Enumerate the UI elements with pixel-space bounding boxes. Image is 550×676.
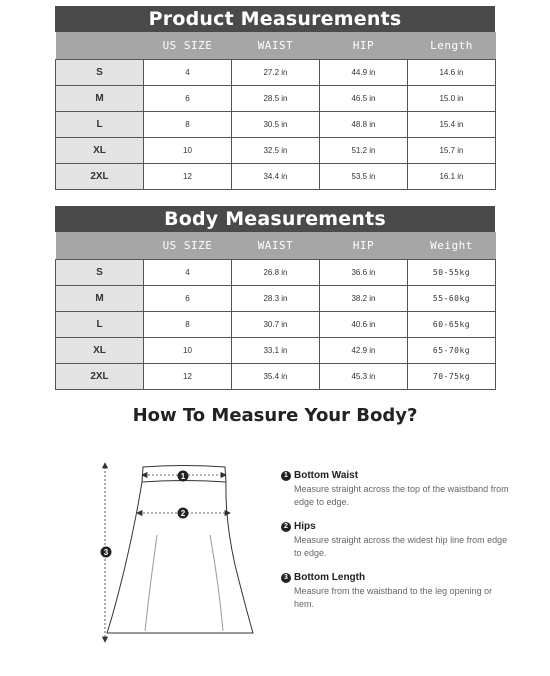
length-cell: 16.1 in: [408, 164, 496, 190]
us-size-cell: 12: [144, 164, 232, 190]
step-number-badge: 2: [281, 522, 291, 532]
us-size-cell: 4: [144, 60, 232, 86]
marker-3: [101, 547, 112, 558]
header-cell: WAIST: [232, 232, 320, 260]
step-title: Hips: [294, 521, 316, 532]
table-row: [56, 260, 496, 286]
size-cell: M: [56, 286, 144, 312]
size-cell: S: [56, 260, 144, 286]
waist-cell: 32.5 in: [232, 138, 320, 164]
legend-item-waist: [281, 470, 511, 509]
product-table-title: Product Measurements: [55, 6, 495, 32]
length-cell: 15.7 in: [408, 138, 496, 164]
marker-2-label: 2: [180, 509, 186, 518]
marker-1-label: 1: [180, 472, 186, 481]
skirt-measurement-diagram: [95, 455, 265, 655]
length-cell: 15.4 in: [408, 112, 496, 138]
step-description: Measure from the waistband to the leg opening or hem.: [294, 586, 493, 609]
step-description: Measure straight across the top of the waistband from edge to edge.: [294, 484, 509, 507]
table-row: [56, 364, 496, 390]
marker-2: [178, 508, 189, 519]
waist-cell: 35.4 in: [232, 364, 320, 390]
weight-cell: 65-70kg: [408, 338, 496, 364]
waist-cell: 30.7 in: [232, 312, 320, 338]
waist-cell: 26.8 in: [232, 260, 320, 286]
legend-item-length: [281, 572, 511, 611]
header-cell: HIP: [320, 32, 408, 60]
size-cell: XL: [56, 338, 144, 364]
table-row: [56, 112, 496, 138]
step-number-badge: 1: [281, 471, 291, 481]
hip-cell: 48.8 in: [320, 112, 408, 138]
table-row: [56, 286, 496, 312]
waist-cell: 34.4 in: [232, 164, 320, 190]
size-cell: S: [56, 60, 144, 86]
weight-cell: 50-55kg: [408, 260, 496, 286]
waist-cell: 27.2 in: [232, 60, 320, 86]
size-cell: 2XL: [56, 364, 144, 390]
table-row: [56, 86, 496, 112]
waist-cell: 28.5 in: [232, 86, 320, 112]
header-cell: [56, 232, 144, 260]
length-cell: 14.6 in: [408, 60, 496, 86]
header-cell: US SIZE: [144, 232, 232, 260]
table-row: [56, 138, 496, 164]
step-description: Measure straight across the widest hip line from edge to edge.: [294, 535, 508, 558]
hip-cell: 45.3 in: [320, 364, 408, 390]
table-header-row: [56, 32, 496, 60]
size-cell: L: [56, 112, 144, 138]
measurement-legend: [281, 470, 511, 623]
header-cell: Weight: [408, 232, 496, 260]
us-size-cell: 12: [144, 364, 232, 390]
us-size-cell: 10: [144, 138, 232, 164]
skirt-outline: [107, 482, 253, 633]
marker-3-label: 3: [103, 548, 109, 557]
how-to-measure-title: How To Measure Your Body?: [132, 405, 418, 426]
weight-cell: 55-60kg: [408, 286, 496, 312]
table-row: [56, 312, 496, 338]
hip-cell: 40.6 in: [320, 312, 408, 338]
table-row: [56, 164, 496, 190]
body-measurements-table: [55, 206, 495, 390]
hip-cell: 51.2 in: [320, 138, 408, 164]
us-size-cell: 6: [144, 86, 232, 112]
waist-cell: 28.3 in: [232, 286, 320, 312]
table-header-row: [56, 232, 496, 260]
legend-item-hips: [281, 521, 511, 560]
length-cell: 15.0 in: [408, 86, 496, 112]
table-row: [56, 338, 496, 364]
weight-cell: 70-75kg: [408, 364, 496, 390]
body-table-title: Body Measurements: [55, 206, 495, 232]
hip-cell: 44.9 in: [320, 60, 408, 86]
header-cell: HIP: [320, 232, 408, 260]
header-cell: [56, 32, 144, 60]
header-cell: Length: [408, 32, 496, 60]
hip-cell: 46.5 in: [320, 86, 408, 112]
waist-cell: 30.5 in: [232, 112, 320, 138]
step-title: Bottom Length: [294, 572, 366, 583]
hip-cell: 53.5 in: [320, 164, 408, 190]
us-size-cell: 4: [144, 260, 232, 286]
product-measurements-table: [55, 6, 495, 190]
hip-cell: 38.2 in: [320, 286, 408, 312]
us-size-cell: 6: [144, 286, 232, 312]
weight-cell: 60-65kg: [408, 312, 496, 338]
size-cell: M: [56, 86, 144, 112]
header-cell: US SIZE: [144, 32, 232, 60]
waist-cell: 33.1 in: [232, 338, 320, 364]
table-row: [56, 60, 496, 86]
us-size-cell: 8: [144, 312, 232, 338]
us-size-cell: 8: [144, 112, 232, 138]
marker-1: [178, 471, 189, 482]
step-title: Bottom Waist: [294, 470, 359, 481]
step-number-badge: 3: [281, 573, 291, 583]
size-cell: XL: [56, 138, 144, 164]
header-cell: WAIST: [232, 32, 320, 60]
size-cell: L: [56, 312, 144, 338]
hip-cell: 36.6 in: [320, 260, 408, 286]
us-size-cell: 10: [144, 338, 232, 364]
size-cell: 2XL: [56, 164, 144, 190]
hip-cell: 42.9 in: [320, 338, 408, 364]
